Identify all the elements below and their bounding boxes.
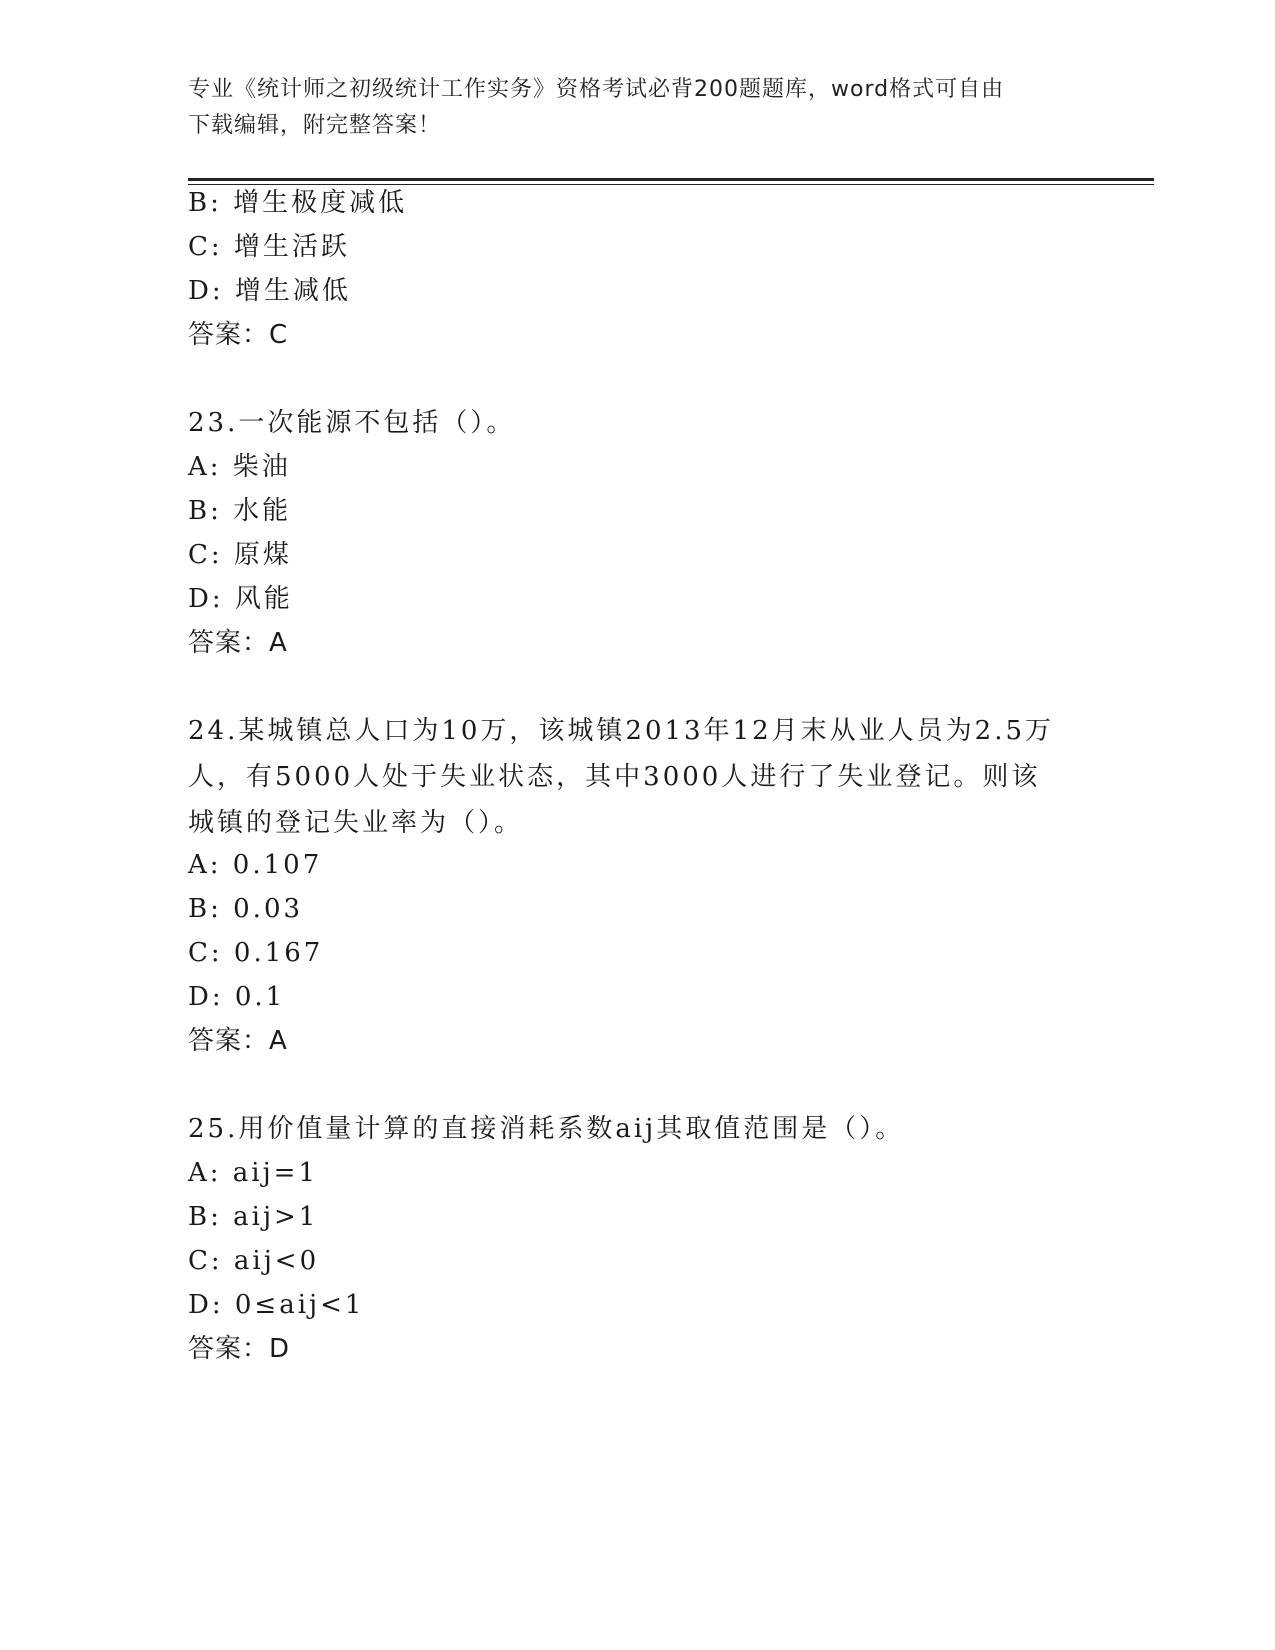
header-divider-thin [188,184,1154,185]
q23-answer: 答案：A [188,628,288,658]
q25-option-a: A: aij=1 [188,1158,319,1188]
q24-stem: 24.某城镇总人口为10万，该城镇2013年12月末从业人员为2.5万人，有5000人处于失业状态，其中3000人进行了失业登记。则该城镇的登记失业率为（）。 [188,716,1055,838]
q25-answer: 答案：D [188,1334,291,1364]
q22-option-b: B: 增生极度减低 [188,188,408,218]
q22-answer: 答案：C [188,320,289,350]
q23-option-a: A: 柴油 [188,452,291,482]
q25-option-d: D: 0≤aij<1 [188,1290,365,1320]
header-divider-thick [188,178,1154,181]
q24-option-c: C: 0.167 [188,938,324,968]
q25-stem: 25.用价值量计算的直接消耗系数aij其取值范围是（）。 [188,1114,905,1144]
header-title-line-2: 下载编辑，附完整答案！ [188,113,442,138]
q23-option-c: C: 原煤 [188,540,292,570]
q22-option-d: D: 增生减低 [188,276,351,306]
q23-option-d: D: 风能 [188,584,293,614]
q25-option-b: B: aij>1 [188,1202,319,1232]
q23-stem: 23.一次能源不包括（）。 [188,408,516,438]
document-header [188,72,1068,144]
q24-option-b: B: 0.03 [188,894,304,924]
q22-option-c: C: 增生活跃 [188,232,350,262]
q24-option-a: A: 0.107 [188,850,323,880]
q24-answer: 答案：A [188,1026,288,1056]
header-title-line-1: 专业《统计师之初级统计工作实务》资格考试必背200题题库，word格式可自由 [188,77,1005,102]
q24-option-d: D: 0.1 [188,982,286,1012]
q23-option-b: B: 水能 [188,496,292,526]
q25-option-c: C: aij<0 [188,1246,320,1276]
